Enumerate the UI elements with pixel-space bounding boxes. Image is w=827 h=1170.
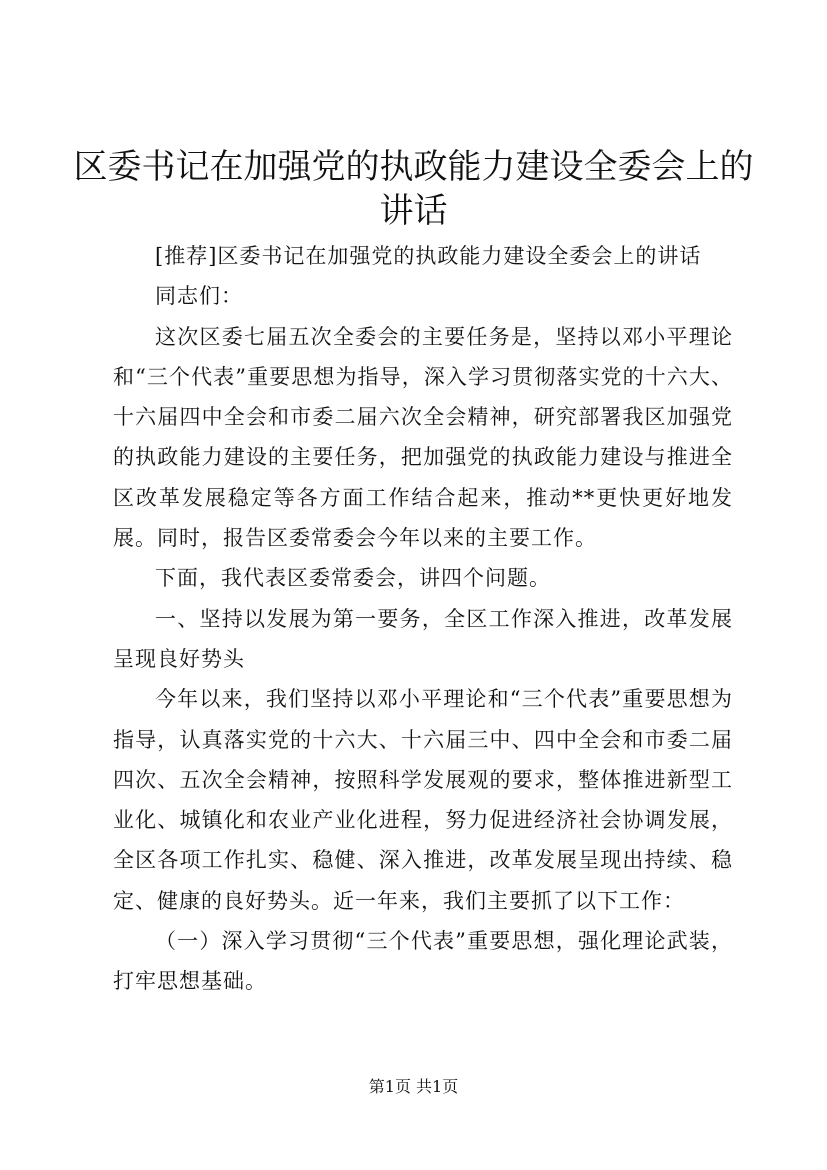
document-title-line2: 讲话 (379, 191, 448, 231)
page-footer: 第1页 共1页 (368, 1077, 459, 1096)
paragraph-recommend: [推荐]区委书记在加强党的执政能力建设全委会上的讲话 (155, 244, 702, 268)
document-title-line1: 区委书记在加强党的执政能力建设全委会上的 (73, 147, 754, 187)
paragraph-section-one-body: 今年以来，我们坚持以邓小平理论和“三个代表”重要思想为指导，认真落实党的十六大、十六届三中、四中全会和市委二届四次、五次全会精神，按照科学发展观的要求，整体推进新型工业化、城镇化和农业产业化进程，努力促进经济社会协调发展，全区各项工作扎实、稳健、深入推进，改革发展呈现出持续、稳定、健康的良好势头。近一年来，我们主要抓了以下工作： (113, 687, 733, 913)
document-body (113, 236, 733, 1002)
paragraph-salutation: 同志们： (155, 284, 243, 309)
paragraph-main-task: 这次区委七届五次全委会的主要任务是，坚持以邓小平理论和“三个代表”重要思想为指导，深入学习贯彻落实党的十六大、十六届四中全会和市委二届六次全会精神，研究部署我区加强党的执政能力建设的主要任务，把加强党的执政能力建设与推进全区改革发展稳定等各方面工作结合起来，推动**更快更好地发展。同时，报告区委常委会今年以来的主要工作。 (113, 324, 733, 551)
paragraph-section-one-heading: 一、坚持以发展为第一要务，全区工作深入推进，改革发展呈现良好势头 (113, 606, 733, 671)
paragraph-subsection-one: （一）深入学习贯彻“三个代表”重要思想，强化理论武装，打牢思想基础。 (113, 929, 733, 994)
paragraph-outline: 下面，我代表区委常委会，讲四个问题。 (155, 566, 551, 591)
